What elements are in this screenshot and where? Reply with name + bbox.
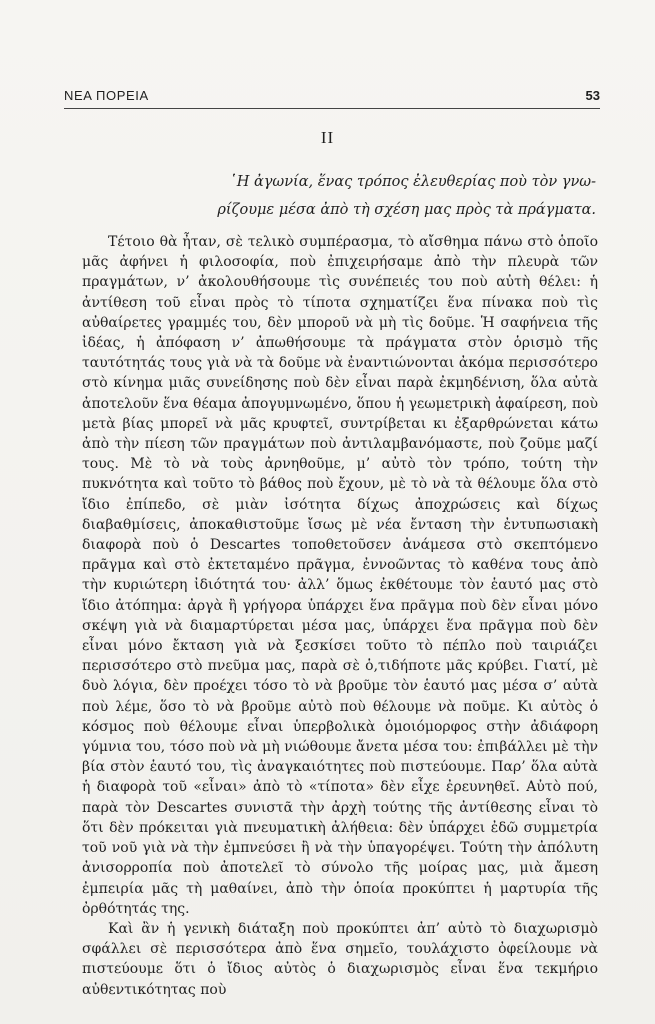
page-header <box>64 88 600 108</box>
body-text <box>82 232 598 1000</box>
paragraph-2: Καὶ ἂν ἡ γενικὴ διάταξη ποὺ προκύπτει ἀπ’ αὐτὸ τὸ διαχωρισμὸ σφάλλει σὲ περισσότερα ἀπὸ ἕνα σημεῖο, τουλάχιστο ὀφείλουμε νὰ πιστεύουμε ὅτι ὁ ἴδιος αὐτὸς ὁ διαχωρισμὸς εἶναι ἕνα τεκμήριο αὐθεντικότητας ποὺ <box>82 920 598 998</box>
epigraph-line-1: ῾Η ἀγωνία, ἕνας τρόπος ἐλευθερίας ποὺ τὸν γνω- <box>229 174 596 190</box>
paragraph-1: Τέτοιο θὰ ἦταν, σὲ τελικὸ συμπέρασμα, τὸ αἴσθημα πάνω στὸ ὁποῖο μᾶς ἀφήνει ἡ φιλοσοφία, ποὺ ἐπιχειρήσαμε ἀπὸ τὴν πλευρὰ τῶν πραγμάτων, ν’ ἀκολουθήσουμε τὶς συνέπειές του ποὺ αὐτὴ θέλει: ἡ ἀντίθεση τοῦ εἶναι πρὸς τὸ τίποτα σχηματίζει ἕνα πίνακα ποὺ τὶς αὐθαίρετες γραμμές του, δὲν μποροῦ νὰ μὴ τὶς δοῦμε. Ἡ σαφήνεια τῆς ἰδέας, ἡ ἀπόφαση ν’ ἀπωθήσουμε τὰ πράγματα στὸν ὁρισμὸ τῆς ταυτότητάς τους γιὰ νὰ τὰ δοῦμε νὰ ἐναντιώνονται ἀκόμα περισσότερο στὸ κίνημα μιᾶς συνείδησης ποὺ δὲν εἶναι παρὰ ἐκμηδένιση, ὅλα αὐτὰ ἀποτελοῦν ἕνα θέαμα ἀπογυμνωμένο, ὅπου ἡ γεωμετρικὴ ἀφαίρεση, ποὺ μετὰ βίας μπορεῖ νὰ μᾶς κρυφτεῖ, συντρίβεται κι ἐξαρθρώνεται κάτω ἀπὸ τὴν πίεση τῶν πραγμάτων ποὺ ἀντιλαμβανόμαστε, ποὺ ζοῦμε μαζί τους. Μὲ τὸ νὰ τοὺς ἀρνηθοῦμε, μ’ αὐτὸ τὸν τρόπο, τούτη τὴν πυκνότητα καὶ τοῦτο τὸ βάθος ποὺ ἔχουν, μὲ τὸ νὰ τὰ θέλουμε ὅλα στὸ ἴδιο ἐπίπεδο, σὲ μιὰν ἰσότητα δίχως ἀποχρώσεις καὶ δίχως διαβαθμίσεις, ἀποκαθιστοῦμε ἴσως μὲ νέα ἔνταση τὴν ἐντυπωσιακὴ διαφορὰ ποὺ ὁ Descartes τοποθετοῦσεν ἀνάμεσα στὸ σκεπτόμενο πρᾶγμα καὶ στὸ ἐκτεταμένο πρᾶγμα, ἐννοῶντας τὸ καθένα τους ἀπὸ τὴν κυριώτερη ἰδιότητά του· ἀλλ’ ὅμως ἐκθέτουμε τὸν ἑαυτό μας στὸ ἴδιο ἀτόπημα: ἀργὰ ἢ γρήγορα ὑπάρχει ἕνα πρᾶγμα ποὺ δὲν εἶναι μόνο σκέψη γιὰ νὰ διαμαρτύρεται μέσα μας, ὑπάρχει ἕνα πρᾶγμα ποὺ δὲν εἶναι μόνο ἔκταση γιὰ νὰ ξεσκίσει τοῦτο τὸ πέπλο ποὺ ταιριάζει περισσότερο στὸ πνεῦμα μας, παρὰ σὲ ὁ,τιδήποτε μᾶς κρύβει. Γιατί, μὲ δυὸ λόγια, δὲν προέχει τόσο τὸ νὰ βροῦμε τὸν ἑαυτό μας μέσα σ’ αὐτὰ ποὺ λέμε, ὅσο τὸ νὰ βροῦμε αὐτὸ ποὺ θέλουμε νὰ ποῦμε. Κι αὐτὸς ὁ κόσμος ποὺ θέλουμε εἶναι ὑπερβολικὰ ὁμοιόμορφος στὴν ἀδιάφορη γύμνια του, τόσο ποὺ νὰ μὴ νιώθουμε ἄνετα μέσα του: ἐπιβάλλει μὲ τὴν βία στὸν ἑαυτό του, τὶς ἀναγκαιότητες ποὺ πιστεύουμε. Παρ’ ὅλα αὐτὰ ἡ διαφορὰ τοῦ «εἶναι» ἀπὸ τὸ «τίποτα» δὲν εἶχε ἐρευνηθεῖ. Αὐτὸ πού, παρὰ τὸν Descartes συνιστᾶ τὴν ἀρχὴ τούτης τῆς ἀντίθεσης εἶναι τὸ ὅτι δὲν πρόκειται γιὰ πνευματικὴ ἀλήθεια: δὲν ὑπάρχει ἐδῶ συμμετρία τοῦ νοῦ γιὰ νὰ τὴν ἐμπνεύσει ἢ νὰ τὴν ὑπαγορέψει. Τούτη τὴν ἀπόλυτη ἀνισορροπία ποὺ ἀποτελεῖ τὸ σύνολο τῆς μοίρας μας, μιὰ ἄμεση ἐμπειρία μᾶς τὴ μαθαίνει, ἀπὸ τὴν ὁποία προκύπτει ἡ μαρτυρία τῆς ὀρθότητάς της. <box>82 234 598 917</box>
epigraph-line-2: ρίζουμε μέσα ἀπὸ τὴ σχέση μας πρὸς τὰ πράγματα. <box>217 202 596 218</box>
epigraph <box>170 168 596 224</box>
section-number: II <box>320 128 335 147</box>
page-number: 53 <box>585 88 600 103</box>
header-rule <box>64 108 600 109</box>
running-head: ΝΕΑ ΠΟΡΕΙΑ <box>64 88 149 103</box>
